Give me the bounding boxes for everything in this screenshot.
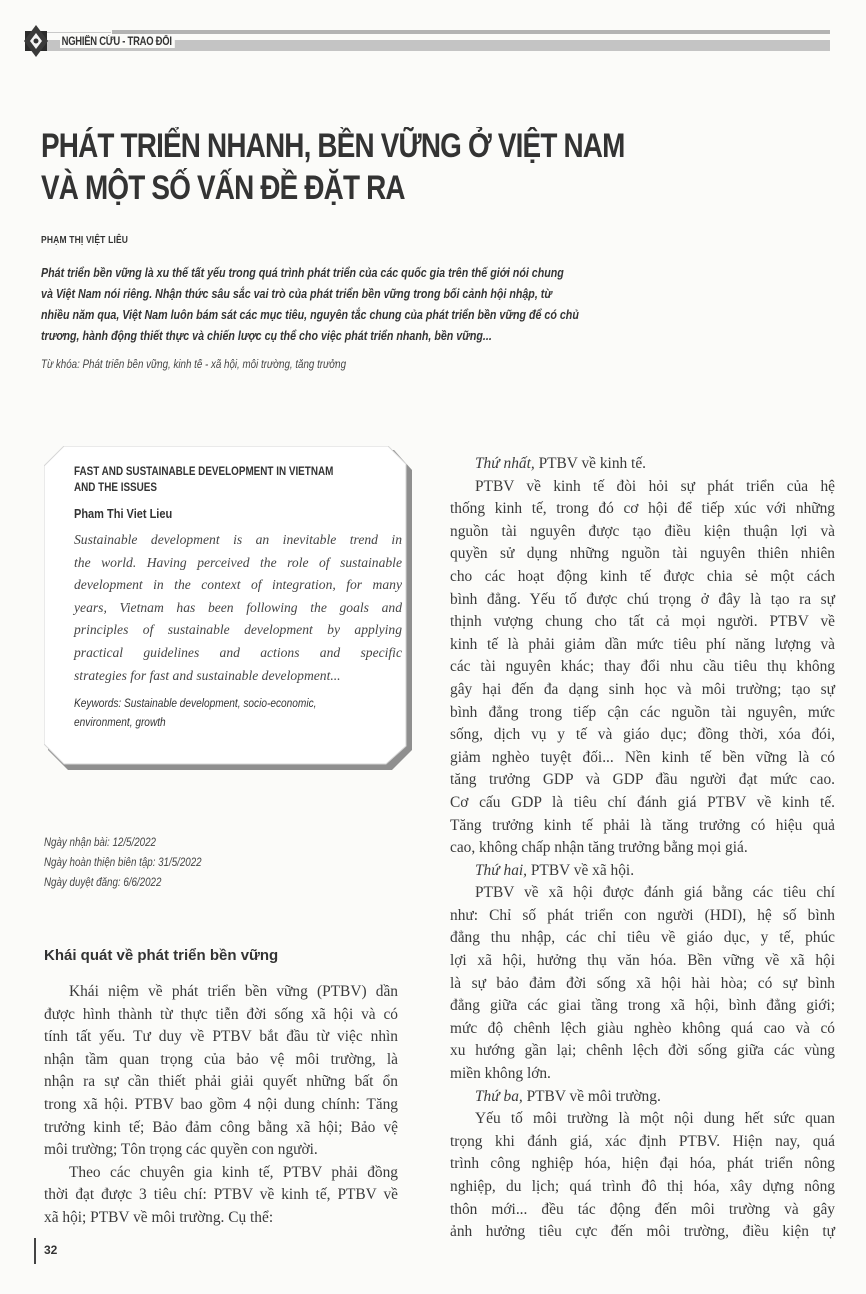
title-line-1: PHÁT TRIỂN NHANH, BỀN VỮNG Ở VIỆT NAM xyxy=(41,127,625,165)
body-line: nhận ra sự cần thiết phải giải quyết những bất ổn xyxy=(44,1073,398,1091)
lead-line: và Việt Nam nói riêng. Nhận thức sâu sắc vai trò của phát triển bền vững trong bối cảnh hội nhập, từ xyxy=(41,286,552,301)
body-line: PTBV về xã hội được đánh giá bằng các tiêu chí xyxy=(475,884,835,902)
abstract-line: practical guidelines and actions and specific xyxy=(74,644,402,660)
body-line: trong xã hội. PTBV bao gồm 4 nội dung chính: Tăng xyxy=(44,1095,398,1113)
body-line: trọng khi đánh giá, xác định PTBV. Hiện nay, quá xyxy=(450,1132,835,1150)
subheading-label: Thứ ba, xyxy=(475,1087,523,1105)
body-line: đẳng thu nhập, các chỉ tiêu về giáo dục, y tế, phúc xyxy=(450,929,835,947)
abstract-line: Sustainable development is an inevitable trend in xyxy=(74,532,402,547)
abstract-line: principles of sustainable development by applying xyxy=(74,622,402,638)
keywords-line: Keywords: Sustainable development, socio-economic, xyxy=(74,698,317,711)
body-line: Khái niệm về phát triển bền vững (PTBV) dần xyxy=(69,983,398,1000)
subheading-text: PTBV về môi trường. xyxy=(522,1087,661,1105)
body-line: cho các hoạt động kinh tế được chia sẻ một cách xyxy=(450,567,835,585)
body-line: môi trường; Tôn trọng các quyền con người. xyxy=(44,1141,318,1159)
subheading-label: Thứ hai, xyxy=(475,861,528,879)
page-number: 32 xyxy=(44,1243,58,1257)
date-approved: Ngày duyệt đăng: 6/6/2022 xyxy=(44,877,162,889)
body-line: xã hội; PTBV về môi trường. Cụ thể: xyxy=(44,1208,274,1226)
lead-line: trương, hành động thiết thực và chiến lược cụ thể cho việc phát triển nhanh, bền vững... xyxy=(41,328,492,343)
lead-line: Phát triển bền vững là xu thế tất yếu trong quá trình phát triển của các quốc gia trên thế giới nói chung xyxy=(41,265,564,280)
body-line: các tài nguyên khác; thay đổi nhu cầu tiêu thụ không xyxy=(450,658,835,676)
article-title xyxy=(41,125,625,209)
date-revised: Ngày hoàn thiện biên tập: 31/5/2022 xyxy=(44,857,202,869)
body-line: nguồn tài nguyên được tạo điều kiện thuận lợi và xyxy=(450,522,835,540)
article-lead xyxy=(41,262,657,346)
body-line: được hình thành từ thực tiễn đời sống xã hội và có xyxy=(44,1005,398,1023)
right-column xyxy=(450,453,835,1244)
body-line: Cơ cấu GDP là tiêu chí đánh giá PTBV về kinh tế. xyxy=(450,793,835,811)
body-line: quyền sử dụng những nguồn tài nguyên thiên nhiên xyxy=(450,545,835,563)
body-line: tính tất yếu. Tư duy về PTBV bắt đầu từ việc nhìn xyxy=(44,1028,398,1046)
title-line-2: VÀ MỘT SỐ VẤN ĐỀ ĐẶT RA xyxy=(41,169,405,207)
body-line: nghiệp, du lịch; quá trình đô thị hóa, xây dựng nông xyxy=(450,1178,835,1195)
subheading-society xyxy=(450,860,835,883)
article-author: PHẠM THỊ VIỆT LIÊU xyxy=(41,235,129,246)
body-line: thôn mới... đều tác động đến môi trường và gây xyxy=(450,1200,835,1218)
subheading-environment xyxy=(450,1086,835,1109)
keywords-vietnamese: Từ khóa: Phát triển bền vững, kinh tế - xã hội, môi trường, tăng trưởng xyxy=(41,359,347,371)
body-line: là sự bảo đảm đời sống xã hội hài hòa; có sự bình xyxy=(450,974,835,992)
body-line: bình đẳng. Yếu tố được chú trọng ở đây là tạo ra sự xyxy=(450,590,835,608)
compass-diamond-icon xyxy=(22,25,50,57)
subheading-label: Thứ nhất, xyxy=(475,455,535,472)
body-line: sống, dịch vụ y tế và giáo dục; đồng thời, xóa đói, xyxy=(450,726,835,744)
body-line: cao, không chấp nhận tăng trưởng bằng mọi giá. xyxy=(450,839,748,857)
body-line: trình công nghiệp hóa, hiện đại hóa, phát triển nông xyxy=(450,1155,835,1173)
abstract-keywords xyxy=(74,695,363,733)
body-line: như: Chỉ số phát triển con người (HDI), hệ số bình xyxy=(450,906,835,924)
subheading-text: PTBV về xã hội. xyxy=(527,861,635,879)
section-label: NGHIÊN CỨU - TRAO ĐỔI xyxy=(60,36,175,48)
body-line: miền không lớn. xyxy=(450,1065,551,1083)
body-line: bình đẳng trong tiếp cận các nguồn tài nguyên, mức xyxy=(450,703,835,721)
body-line: mức độ chênh lệch giàu nghèo không quá cao và có xyxy=(450,1019,835,1037)
body-line: nhận tầm quan trọng của bảo vệ môi trường, là xyxy=(44,1050,398,1068)
body-line: gây hại đến đa dạng sinh học và môi trường; tạo sự xyxy=(450,680,835,698)
body-line: lợi xã hội, hưởng thụ văn hóa. Bền vững về xã hội xyxy=(450,952,835,970)
header-rule-top xyxy=(112,30,830,34)
abstract-title xyxy=(74,464,356,496)
page-number-rule xyxy=(34,1238,36,1264)
body-line: thời đạt được 3 tiêu chí: PTBV về kinh tế, PTBV về xyxy=(44,1186,398,1204)
abstract-line: strategies for fast and sustainable development... xyxy=(74,667,341,683)
body-line: thống kinh tế, trong đó cơ hội để tiếp xúc với những xyxy=(450,500,835,518)
body-line: trưởng kinh tế; Bảo đảm công bằng xã hội; Bảo vệ xyxy=(44,1118,398,1136)
english-abstract-box xyxy=(44,446,412,770)
abstract-line: the world. Having perceived the role of sustainable xyxy=(74,554,402,570)
keywords-line: environment, growth xyxy=(74,717,166,730)
section-heading: Khái quát về phát triển bền vững xyxy=(44,947,279,964)
body-line: Yếu tố môi trường là một nội dung hết sức quan xyxy=(475,1110,835,1128)
abstract-title-line: FAST AND SUSTAINABLE DEVELOPMENT IN VIETNAM xyxy=(74,466,334,478)
body-line: Tăng trưởng kinh tế phải là tăng trưởng có hiệu quả xyxy=(450,816,835,834)
abstract-line: development in the context of integration, for many xyxy=(74,577,402,593)
abstract-line: years, Vietnam has been following the goals and xyxy=(74,599,402,615)
body-line: ảnh hưởng tiêu cực đến môi trường, điều kiện tự xyxy=(450,1223,835,1241)
section-header xyxy=(22,25,830,57)
body-line: Theo các chuyên gia kinh tế, PTBV phải đồng xyxy=(69,1163,398,1181)
body-line: thịnh vượng chung cho tất cả mọi người. PTBV về xyxy=(450,613,835,631)
body-line: giảm nghèo tuyệt đối... Nền kinh tế bền vững là có xyxy=(450,748,835,766)
body-line: kinh tế là phải giảm dần mức tiêu phí năng lượng và xyxy=(450,635,835,653)
date-received: Ngày nhận bài: 12/5/2022 xyxy=(44,837,156,849)
body-line: PTBV về kinh tế đòi hỏi sự phát triển của hệ xyxy=(475,477,835,495)
abstract-author: Pham Thi Viet Lieu xyxy=(74,507,173,521)
subheading-text: PTBV về kinh tế. xyxy=(534,455,647,472)
body-line: đẳng giữa các giai tầng trong xã hội, bình đẳng giới; xyxy=(450,997,835,1015)
left-column xyxy=(44,981,398,1230)
abstract-text xyxy=(74,529,402,687)
body-line: tăng trưởng GDP và GDP đầu người đạt mức cao. xyxy=(450,771,835,789)
subheading-economy xyxy=(450,453,835,476)
body-line: xu hướng gần lại; chênh lệch đời sống giữa các vùng xyxy=(450,1042,835,1060)
article-dates xyxy=(44,833,202,893)
lead-line: nhiều năm qua, Việt Nam luôn bám sát các mục tiêu, nguyên tắc chung của phát triển bền vững để có chủ xyxy=(41,307,579,322)
abstract-title-line: AND THE ISSUES xyxy=(74,482,157,494)
